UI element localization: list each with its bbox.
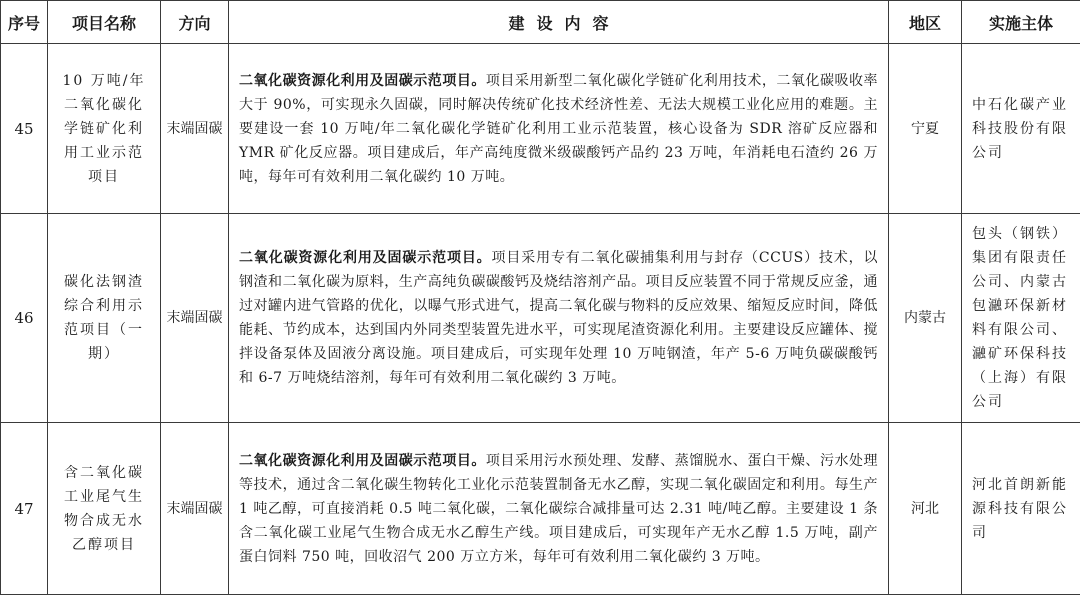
row-direction: 末端固碳 — [161, 423, 229, 595]
row-content-lead: 二氧化碳资源化利用及固碳示范项目。 — [239, 453, 486, 469]
row-project-name: 含二氧化碳工业尾气生物合成无水乙醇项目 — [48, 423, 161, 595]
row-num: 46 — [1, 214, 48, 423]
row-num: 47 — [1, 423, 48, 595]
row-region: 河北 — [889, 423, 962, 595]
row-content-text: 项目采用专有二氧化碳捕集利用与封存（CCUS）技术，以钢渣和二氧化碳为原料，生产高纯负碳碳酸钙及烧结溶剂产品。项目反应装置不同于常规反应釜，通过对罐内进气管路的优化，以曝气形式进气，提高二氧化碳与物料的反应效果、缩短反应时间，降低能耗、节约成本，达到国内外同类型装置先进水平，可实现尾渣资源化利用。主要建设反应罐体、搅拌设备泵体及固液分离设施。项目建成后，可实现年处理 10 万吨钢渣，年产 5-6 万吨负碳碳酸钙和 6-7 万吨烧结溶剂，每年可有效利用二氧化碳约 3 万吨。 — [239, 250, 878, 386]
header-content: 建设内容 — [229, 1, 889, 44]
table-row — [1, 44, 1080, 214]
row-region: 内蒙古 — [889, 214, 962, 423]
row-org: 河北首朗新能源科技有限公司 — [962, 423, 1080, 595]
row-content-lead: 二氧化碳资源化利用及固碳示范项目。 — [239, 250, 492, 266]
row-project-name: 碳化法钢渣综合利用示范项目（一期） — [48, 214, 161, 423]
row-project-name: 10 万吨/年二氧化碳化学链矿化利用工业示范项目 — [48, 44, 161, 214]
header-region: 地区 — [889, 1, 962, 44]
row-content-cell — [229, 44, 889, 214]
row-content-lead: 二氧化碳资源化利用及固碳示范项目。 — [239, 73, 486, 89]
table-header-row — [1, 1, 1080, 44]
row-content-cell — [229, 214, 889, 423]
header-direction: 方向 — [161, 1, 229, 44]
table-row — [1, 214, 1080, 423]
row-num: 45 — [1, 44, 48, 214]
row-direction: 末端固碳 — [161, 44, 229, 214]
row-direction: 末端固碳 — [161, 214, 229, 423]
row-org: 中石化碳产业科技股份有限公司 — [962, 44, 1080, 214]
row-content-text: 项目采用新型二氧化碳化学链矿化利用技术，二氧化碳吸收率大于 90%，可实现永久固碳，同时解决传统矿化技术经济性差、无法大规模工业化应用的难题。主要建设一套 10 万吨/年二氧化碳化学链矿化利用工业示范装置，核心设备为 SDR 溶矿反应器和 YMR 矿化反应器。项目建成后，年产高纯度微米级碳酸钙产品约 23 万吨，年消耗电石渣约 26 万吨，每年可有效利用二氧化碳约 10 万吨。 — [239, 73, 878, 185]
row-content-cell — [229, 423, 889, 595]
header-name: 项目名称 — [48, 1, 161, 44]
row-region: 宁夏 — [889, 44, 962, 214]
row-org: 包头（钢铁）集团有限责任公司、内蒙古包瀜环保新材料有限公司、瀜矿环保科技（上海）有限公司 — [962, 214, 1080, 423]
table-row — [1, 423, 1080, 595]
row-content-text: 项目采用污水预处理、发酵、蒸馏脱水、蛋白干燥、污水处理等技术，通过含二氧化碳生物转化工业化示范装置制备无水乙醇，实现二氧化碳固定和利用。每生产 1 吨乙醇，可直接消耗 0.5 吨二氧化碳，二氧化碳综合减排量可达 2.31 吨/吨乙醇。主要建设 1 条含二氧化碳工业尾气生物合成无水乙醇生产线。项目建成后，可实现年产无水乙醇 1.5 万吨，副产蛋白饲料 750 吨，回收沼气 200 万立方米，每年可有效利用二氧化碳约 3 万吨。 — [239, 453, 878, 565]
header-num: 序号 — [1, 1, 48, 44]
header-org: 实施主体 — [962, 1, 1080, 44]
